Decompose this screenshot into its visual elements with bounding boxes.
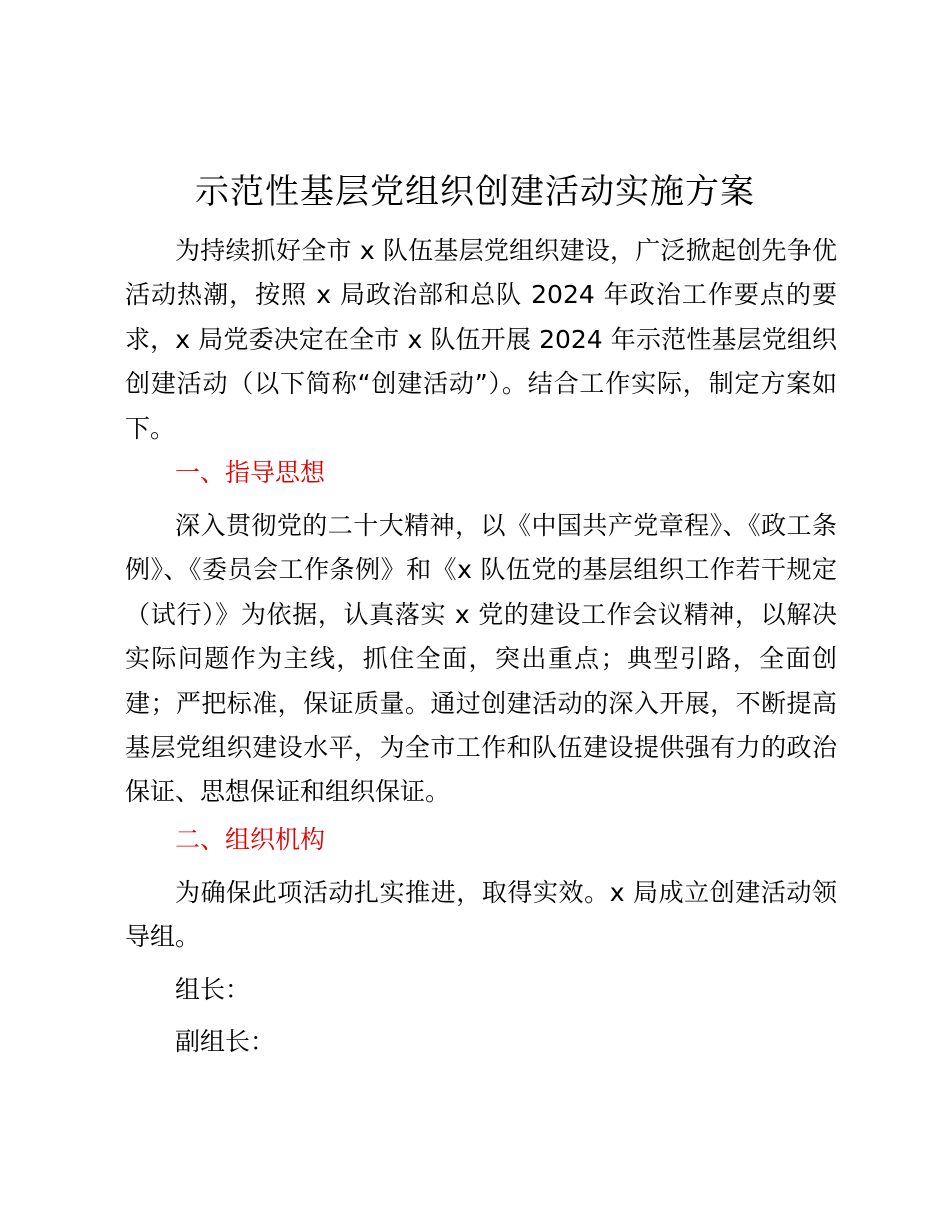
section-heading-guiding-ideology: 一、指导思想: [175, 458, 326, 487]
role-deputy-leader: 副组长：: [175, 1027, 276, 1056]
section-paragraph-guiding-ideology: 深入贯彻党的二十大精神，以《中国共产党章程》、《政工条例》、《委员会工作条例》和《x 队伍党的基层组织工作若干规定（试行）》为依据，认真落实 x 党的建设工作会议精神，以解决实际问题作为主线，抓住全面，突出重点；典型引路，全面创建；严把标准，保证质量。通过创建活动的深入开展，不断提高基层党组织建设水平，为全市工作和队伍建设提供强有力的政治保证、思想保证和组织保证。: [125, 511, 837, 807]
section-paragraph-organization: 为确保此项活动扎实推进，取得实效。x 局成立创建活动领导组。: [125, 878, 837, 952]
role-leader: 组长：: [175, 975, 251, 1004]
intro-paragraph: 为持续抓好全市 x 队伍基层党组织建设，广泛掀起创先争优活动热潮，按照 x 局政治部和总队 2024 年政治工作要点的要求，x 局党委决定在全市 x 队伍开展 2024 年示范性基层党组织创建活动（以下简称“创建活动”）。结合工作实际，制定方案如下。: [125, 236, 837, 443]
document-title: 示范性基层党组织创建活动实施方案: [195, 172, 755, 212]
section-heading-organization: 二、组织机构: [175, 825, 326, 854]
